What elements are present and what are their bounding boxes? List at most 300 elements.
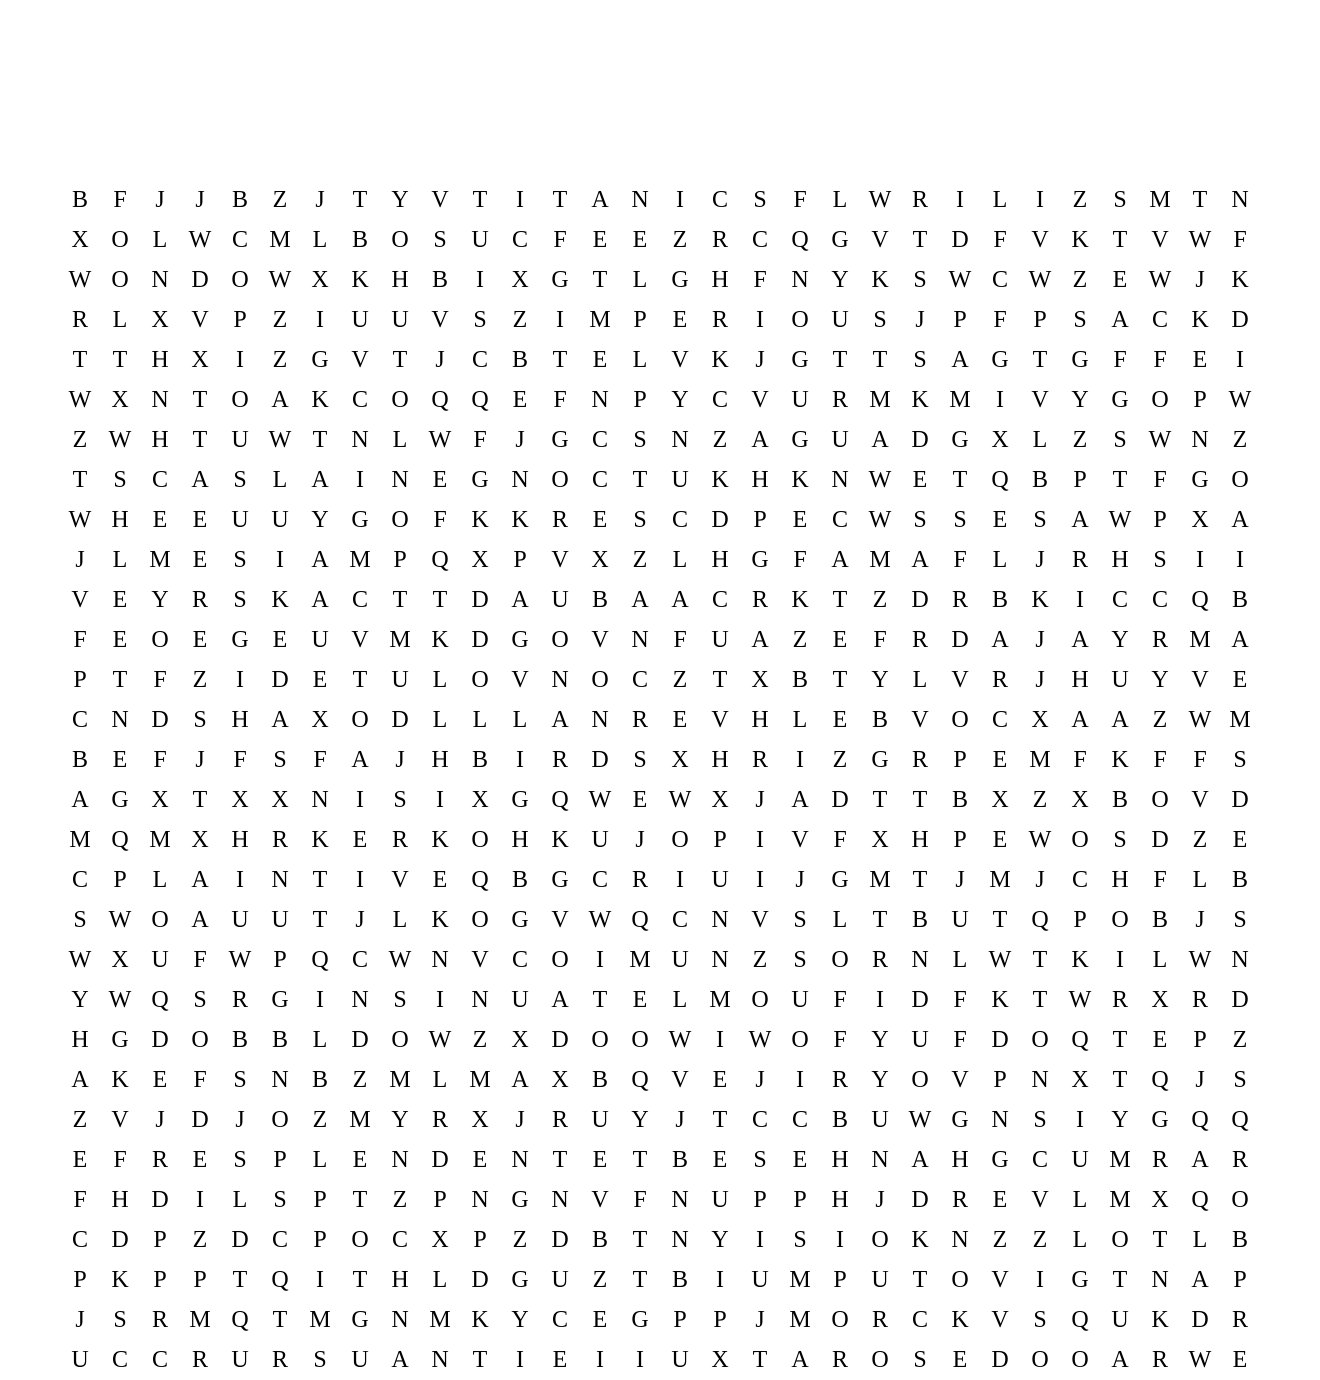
letter-cell[interactable]: G [1191, 466, 1209, 493]
letter-cell[interactable]: E [352, 826, 368, 853]
letter-cell[interactable]: L [1192, 1226, 1208, 1253]
letter-cell[interactable]: P [833, 1266, 847, 1293]
letter-cell[interactable]: K [431, 906, 449, 933]
letter-cell[interactable]: K [911, 1226, 929, 1253]
letter-cell[interactable]: S [393, 986, 407, 1013]
letter-cell[interactable]: S [393, 786, 407, 813]
letter-cell[interactable]: N [991, 1106, 1009, 1133]
letter-cell[interactable]: A [1231, 626, 1249, 653]
letter-cell[interactable]: S [873, 306, 887, 333]
letter-cell[interactable]: P [1073, 906, 1087, 933]
letter-cell[interactable]: S [793, 906, 807, 933]
letter-cell[interactable]: E [912, 466, 928, 493]
letter-cell[interactable]: T [552, 1146, 568, 1173]
letter-cell[interactable]: L [1072, 1186, 1088, 1213]
letter-cell[interactable]: T [912, 1266, 928, 1293]
letter-cell[interactable]: U [351, 1346, 369, 1373]
letter-cell[interactable]: I [476, 266, 484, 293]
letter-cell[interactable]: L [672, 986, 688, 1013]
letter-cell[interactable]: T [352, 1186, 368, 1213]
letter-cell[interactable]: K [271, 586, 289, 613]
letter-cell[interactable]: A [351, 746, 369, 773]
letter-cell[interactable]: C [391, 1226, 408, 1253]
letter-cell[interactable]: K [431, 826, 449, 853]
letter-cell[interactable]: A [791, 786, 809, 813]
letter-cell[interactable]: H [151, 346, 169, 373]
letter-cell[interactable]: V [431, 186, 449, 213]
letter-cell[interactable]: F [193, 1066, 207, 1093]
letter-cell[interactable]: X [511, 1026, 529, 1053]
letter-cell[interactable]: O [151, 626, 169, 653]
letter-cell[interactable]: G [471, 466, 489, 493]
letter-cell[interactable]: N [591, 706, 609, 733]
letter-cell[interactable]: V [1191, 786, 1209, 813]
letter-cell[interactable]: O [951, 1266, 969, 1293]
letter-cell[interactable]: Z [272, 186, 288, 213]
letter-cell[interactable]: G [951, 426, 969, 453]
letter-cell[interactable]: U [831, 426, 849, 453]
letter-cell[interactable]: W [588, 906, 612, 933]
letter-cell[interactable]: H [751, 706, 769, 733]
letter-cell[interactable]: I [356, 786, 364, 813]
letter-cell[interactable]: N [471, 1186, 489, 1213]
letter-cell[interactable]: V [591, 626, 609, 653]
letter-cell[interactable]: L [432, 1266, 448, 1293]
letter-cell[interactable]: T [392, 586, 408, 613]
letter-cell[interactable]: V [551, 546, 569, 573]
letter-cell[interactable]: M [349, 1106, 371, 1133]
letter-cell[interactable]: M [589, 306, 611, 333]
letter-cell[interactable]: I [796, 1066, 804, 1093]
letter-cell[interactable]: E [192, 1146, 208, 1173]
letter-cell[interactable]: M [789, 1306, 811, 1333]
letter-cell[interactable]: C [271, 1226, 288, 1253]
letter-cell[interactable]: X [271, 786, 289, 813]
letter-cell[interactable]: X [311, 266, 329, 293]
letter-cell[interactable]: F [1233, 226, 1247, 253]
letter-cell[interactable]: Q [431, 546, 449, 573]
letter-cell[interactable]: A [1191, 1266, 1209, 1293]
letter-cell[interactable]: O [271, 1106, 289, 1133]
letter-cell[interactable]: D [391, 706, 409, 733]
letter-cell[interactable]: K [111, 1066, 129, 1093]
letter-cell[interactable]: F [833, 826, 847, 853]
letter-cell[interactable]: T [592, 266, 608, 293]
letter-cell[interactable]: K [951, 1306, 969, 1333]
letter-cell[interactable]: B [511, 346, 528, 373]
letter-cell[interactable]: W [108, 906, 132, 933]
letter-cell[interactable]: R [831, 1066, 848, 1093]
letter-cell[interactable]: L [632, 346, 648, 373]
letter-cell[interactable]: N [1231, 186, 1249, 213]
letter-cell[interactable]: X [471, 1106, 489, 1133]
letter-cell[interactable]: P [433, 1186, 447, 1213]
letter-cell[interactable]: I [1236, 346, 1244, 373]
letter-cell[interactable]: J [755, 1306, 765, 1333]
letter-cell[interactable]: C [111, 1346, 128, 1373]
letter-cell[interactable]: S [233, 1146, 247, 1173]
letter-cell[interactable]: R [191, 586, 208, 613]
letter-cell[interactable]: Q [1071, 1306, 1089, 1333]
letter-cell[interactable]: Y [511, 1306, 529, 1333]
letter-cell[interactable]: P [953, 306, 967, 333]
letter-cell[interactable]: N [551, 666, 569, 693]
letter-cell[interactable]: Q [231, 1306, 249, 1333]
letter-cell[interactable]: H [711, 746, 729, 773]
letter-cell[interactable]: A [551, 986, 569, 1013]
letter-cell[interactable]: T [72, 346, 88, 373]
letter-cell[interactable]: N [511, 1146, 529, 1173]
letter-cell[interactable]: Z [992, 1226, 1008, 1253]
letter-cell[interactable]: Z [1192, 826, 1208, 853]
letter-cell[interactable]: J [515, 426, 525, 453]
letter-cell[interactable]: H [431, 746, 449, 773]
letter-cell[interactable]: X [671, 746, 689, 773]
letter-cell[interactable]: C [511, 946, 528, 973]
letter-cell[interactable]: T [872, 346, 888, 373]
letter-cell[interactable]: A [591, 186, 609, 213]
letter-cell[interactable]: F [113, 1146, 127, 1173]
letter-cell[interactable]: U [271, 906, 289, 933]
letter-cell[interactable]: K [431, 626, 449, 653]
letter-cell[interactable]: M [149, 546, 171, 573]
letter-cell[interactable]: C [1071, 866, 1088, 893]
letter-cell[interactable]: O [831, 946, 849, 973]
letter-cell[interactable]: H [511, 826, 529, 853]
letter-cell[interactable]: L [1032, 426, 1048, 453]
letter-cell[interactable]: U [671, 946, 689, 973]
letter-cell[interactable]: O [351, 1226, 369, 1253]
letter-cell[interactable]: D [191, 1106, 209, 1133]
letter-cell[interactable]: A [191, 906, 209, 933]
letter-cell[interactable]: C [71, 1226, 88, 1253]
letter-cell[interactable]: E [112, 626, 128, 653]
letter-cell[interactable]: Q [271, 1266, 289, 1293]
letter-cell[interactable]: L [472, 706, 488, 733]
letter-cell[interactable]: G [551, 866, 569, 893]
letter-cell[interactable]: Z [632, 546, 648, 573]
letter-cell[interactable]: S [73, 906, 87, 933]
letter-cell[interactable]: S [1033, 1106, 1047, 1133]
letter-cell[interactable]: G [311, 346, 329, 373]
letter-cell[interactable]: U [471, 226, 489, 253]
letter-cell[interactable]: N [591, 386, 609, 413]
letter-cell[interactable]: O [1231, 466, 1249, 493]
letter-cell[interactable]: E [832, 626, 848, 653]
letter-cell[interactable]: H [831, 1186, 849, 1213]
letter-cell[interactable]: C [911, 1306, 928, 1333]
letter-cell[interactable]: L [112, 306, 128, 333]
letter-cell[interactable]: P [273, 1146, 287, 1173]
letter-cell[interactable]: E [72, 1146, 88, 1173]
letter-cell[interactable]: D [351, 1026, 369, 1053]
letter-cell[interactable]: S [233, 466, 247, 493]
letter-cell[interactable]: G [351, 506, 369, 533]
letter-cell[interactable]: C [711, 586, 728, 613]
letter-cell[interactable]: C [1151, 306, 1168, 333]
letter-cell[interactable]: K [471, 506, 489, 533]
letter-cell[interactable]: I [756, 866, 764, 893]
letter-cell[interactable]: A [1071, 506, 1089, 533]
letter-cell[interactable]: L [632, 266, 648, 293]
letter-cell[interactable]: T [832, 346, 848, 373]
letter-cell[interactable]: C [151, 466, 168, 493]
letter-cell[interactable]: Q [1231, 1106, 1249, 1133]
letter-cell[interactable]: U [151, 946, 169, 973]
letter-cell[interactable]: K [311, 826, 329, 853]
letter-cell[interactable]: V [391, 866, 409, 893]
letter-cell[interactable]: M [869, 386, 891, 413]
letter-cell[interactable]: Y [871, 666, 889, 693]
letter-cell[interactable]: M [1109, 1186, 1131, 1213]
letter-cell[interactable]: O [391, 386, 409, 413]
letter-cell[interactable]: Z [1072, 186, 1088, 213]
letter-cell[interactable]: M [629, 946, 651, 973]
letter-cell[interactable]: O [871, 1346, 889, 1373]
letter-cell[interactable]: M [309, 1306, 331, 1333]
letter-cell[interactable]: O [871, 1226, 889, 1253]
letter-cell[interactable]: V [711, 706, 729, 733]
letter-cell[interactable]: T [192, 386, 208, 413]
letter-cell[interactable]: L [312, 1146, 328, 1173]
letter-cell[interactable]: I [876, 986, 884, 1013]
letter-cell[interactable]: D [831, 786, 849, 813]
letter-cell[interactable]: U [231, 906, 249, 933]
letter-cell[interactable]: B [1111, 786, 1128, 813]
letter-cell[interactable]: Z [1232, 1026, 1248, 1053]
letter-cell[interactable]: F [473, 426, 487, 453]
letter-cell[interactable]: S [433, 226, 447, 253]
letter-cell[interactable]: A [1111, 1346, 1129, 1373]
letter-cell[interactable]: L [432, 706, 448, 733]
letter-cell[interactable]: B [271, 1026, 288, 1053]
letter-cell[interactable]: K [991, 986, 1009, 1013]
letter-cell[interactable]: D [991, 1346, 1009, 1373]
letter-cell[interactable]: H [231, 706, 249, 733]
letter-cell[interactable]: P [673, 1306, 687, 1333]
letter-cell[interactable]: S [273, 746, 287, 773]
letter-cell[interactable]: V [191, 306, 209, 333]
letter-cell[interactable]: B [471, 746, 488, 773]
letter-cell[interactable]: R [711, 226, 728, 253]
letter-cell[interactable]: J [915, 306, 925, 333]
letter-cell[interactable]: V [1191, 666, 1209, 693]
letter-cell[interactable]: F [993, 226, 1007, 253]
letter-cell[interactable]: M [869, 866, 891, 893]
letter-cell[interactable]: I [836, 1226, 844, 1253]
letter-cell[interactable]: Z [752, 946, 768, 973]
letter-cell[interactable]: E [672, 306, 688, 333]
letter-cell[interactable]: T [312, 866, 328, 893]
letter-cell[interactable]: W [868, 186, 892, 213]
letter-cell[interactable]: N [671, 426, 689, 453]
letter-cell[interactable]: X [151, 786, 169, 813]
letter-cell[interactable]: P [313, 1186, 327, 1213]
letter-cell[interactable]: A [1111, 706, 1129, 733]
letter-cell[interactable]: Z [1152, 706, 1168, 733]
letter-cell[interactable]: F [553, 226, 567, 253]
letter-cell[interactable]: C [991, 266, 1008, 293]
letter-cell[interactable]: G [511, 906, 529, 933]
letter-cell[interactable]: F [313, 746, 327, 773]
letter-cell[interactable]: M [149, 826, 171, 853]
letter-cell[interactable]: B [231, 1026, 248, 1053]
letter-cell[interactable]: C [671, 906, 688, 933]
letter-cell[interactable]: C [591, 866, 608, 893]
letter-cell[interactable]: W [428, 1026, 452, 1053]
letter-cell[interactable]: H [751, 466, 769, 493]
letter-cell[interactable]: V [751, 906, 769, 933]
letter-cell[interactable]: B [71, 186, 88, 213]
letter-cell[interactable]: T [832, 666, 848, 693]
letter-cell[interactable]: M [1189, 626, 1211, 653]
letter-cell[interactable]: E [632, 226, 648, 253]
letter-cell[interactable]: F [1153, 866, 1167, 893]
letter-cell[interactable]: A [1071, 706, 1089, 733]
letter-cell[interactable]: J [195, 746, 205, 773]
letter-cell[interactable]: Z [72, 1106, 88, 1133]
letter-cell[interactable]: I [356, 466, 364, 493]
letter-cell[interactable]: F [993, 306, 1007, 333]
letter-cell[interactable]: E [832, 706, 848, 733]
letter-cell[interactable]: A [191, 866, 209, 893]
letter-cell[interactable]: X [551, 1066, 569, 1093]
letter-cell[interactable]: I [756, 1226, 764, 1253]
letter-cell[interactable]: U [551, 586, 569, 613]
letter-cell[interactable]: S [1233, 746, 1247, 773]
letter-cell[interactable]: Z [672, 666, 688, 693]
letter-cell[interactable]: Y [1151, 666, 1169, 693]
letter-cell[interactable]: W [68, 386, 92, 413]
letter-cell[interactable]: C [151, 1346, 168, 1373]
letter-cell[interactable]: D [151, 706, 169, 733]
letter-cell[interactable]: U [911, 1026, 929, 1053]
letter-cell[interactable]: U [511, 986, 529, 1013]
letter-cell[interactable]: P [1073, 466, 1087, 493]
letter-cell[interactable]: B [591, 1066, 608, 1093]
letter-cell[interactable]: J [795, 866, 805, 893]
letter-cell[interactable]: W [868, 466, 892, 493]
letter-cell[interactable]: O [551, 626, 569, 653]
letter-cell[interactable]: I [196, 1186, 204, 1213]
letter-cell[interactable]: L [992, 186, 1008, 213]
letter-cell[interactable]: S [913, 1346, 927, 1373]
letter-cell[interactable]: N [951, 1226, 969, 1253]
letter-cell[interactable]: N [271, 866, 289, 893]
letter-cell[interactable]: N [391, 1306, 409, 1333]
letter-cell[interactable]: S [193, 706, 207, 733]
letter-cell[interactable]: Z [272, 346, 288, 373]
letter-cell[interactable]: R [1191, 986, 1208, 1013]
letter-cell[interactable]: F [1113, 346, 1127, 373]
letter-cell[interactable]: I [596, 946, 604, 973]
letter-cell[interactable]: T [312, 426, 328, 453]
letter-cell[interactable]: V [951, 1066, 969, 1093]
letter-cell[interactable]: T [312, 906, 328, 933]
letter-cell[interactable]: V [111, 1106, 129, 1133]
letter-cell[interactable]: M [949, 386, 971, 413]
letter-cell[interactable]: K [1111, 746, 1129, 773]
letter-cell[interactable]: Q [1191, 1186, 1209, 1213]
letter-cell[interactable]: F [553, 386, 567, 413]
letter-cell[interactable]: A [751, 426, 769, 453]
letter-cell[interactable]: Q [991, 466, 1009, 493]
letter-cell[interactable]: T [872, 906, 888, 933]
letter-cell[interactable]: M [1149, 186, 1171, 213]
letter-cell[interactable]: K [711, 466, 729, 493]
letter-cell[interactable]: X [191, 826, 209, 853]
letter-cell[interactable]: K [1191, 306, 1209, 333]
letter-cell[interactable]: G [751, 546, 769, 573]
letter-cell[interactable]: D [591, 746, 609, 773]
letter-cell[interactable]: C [231, 226, 248, 253]
letter-cell[interactable]: S [313, 1346, 327, 1373]
letter-cell[interactable]: N [391, 1146, 409, 1173]
letter-cell[interactable]: O [751, 986, 769, 1013]
letter-cell[interactable]: X [111, 386, 129, 413]
letter-cell[interactable]: R [631, 706, 648, 733]
letter-cell[interactable]: V [511, 666, 529, 693]
letter-cell[interactable]: N [151, 266, 169, 293]
letter-cell[interactable]: S [1233, 1066, 1247, 1093]
letter-cell[interactable]: G [511, 1266, 529, 1293]
letter-cell[interactable]: A [511, 1066, 529, 1093]
letter-cell[interactable]: P [73, 1266, 87, 1293]
letter-cell[interactable]: U [711, 1186, 729, 1213]
letter-cell[interactable]: E [432, 466, 448, 493]
letter-cell[interactable]: I [596, 1346, 604, 1373]
letter-cell[interactable]: C [551, 1306, 568, 1333]
letter-cell[interactable]: F [73, 1186, 87, 1213]
letter-cell[interactable]: Q [311, 946, 329, 973]
letter-cell[interactable]: T [352, 666, 368, 693]
letter-cell[interactable]: W [68, 506, 92, 533]
letter-cell[interactable]: L [432, 1066, 448, 1093]
letter-cell[interactable]: G [831, 866, 849, 893]
letter-cell[interactable]: U [711, 866, 729, 893]
letter-cell[interactable]: Y [711, 1226, 729, 1253]
letter-cell[interactable]: K [471, 1306, 489, 1333]
letter-cell[interactable]: G [511, 1186, 529, 1213]
letter-cell[interactable]: N [711, 946, 729, 973]
letter-cell[interactable]: J [195, 186, 205, 213]
letter-cell[interactable]: L [672, 546, 688, 573]
letter-cell[interactable]: O [471, 666, 489, 693]
letter-cell[interactable]: L [832, 906, 848, 933]
letter-cell[interactable]: W [68, 266, 92, 293]
letter-cell[interactable]: H [151, 426, 169, 453]
letter-cell[interactable]: L [1192, 866, 1208, 893]
letter-cell[interactable]: G [551, 426, 569, 453]
letter-cell[interactable]: E [672, 706, 688, 733]
letter-cell[interactable]: T [912, 786, 928, 813]
letter-cell[interactable]: J [635, 826, 645, 853]
letter-cell[interactable]: X [711, 786, 729, 813]
letter-cell[interactable]: O [1151, 786, 1169, 813]
letter-cell[interactable]: V [751, 386, 769, 413]
letter-cell[interactable]: A [751, 626, 769, 653]
letter-cell[interactable]: G [271, 986, 289, 1013]
letter-cell[interactable]: J [1035, 546, 1045, 573]
letter-cell[interactable]: V [431, 306, 449, 333]
letter-cell[interactable]: V [951, 666, 969, 693]
letter-cell[interactable]: E [1152, 1026, 1168, 1053]
letter-cell[interactable]: Q [471, 386, 489, 413]
letter-cell[interactable]: I [436, 986, 444, 1013]
letter-cell[interactable]: N [391, 466, 409, 493]
letter-cell[interactable]: D [1231, 986, 1249, 1013]
letter-cell[interactable]: B [671, 1266, 688, 1293]
